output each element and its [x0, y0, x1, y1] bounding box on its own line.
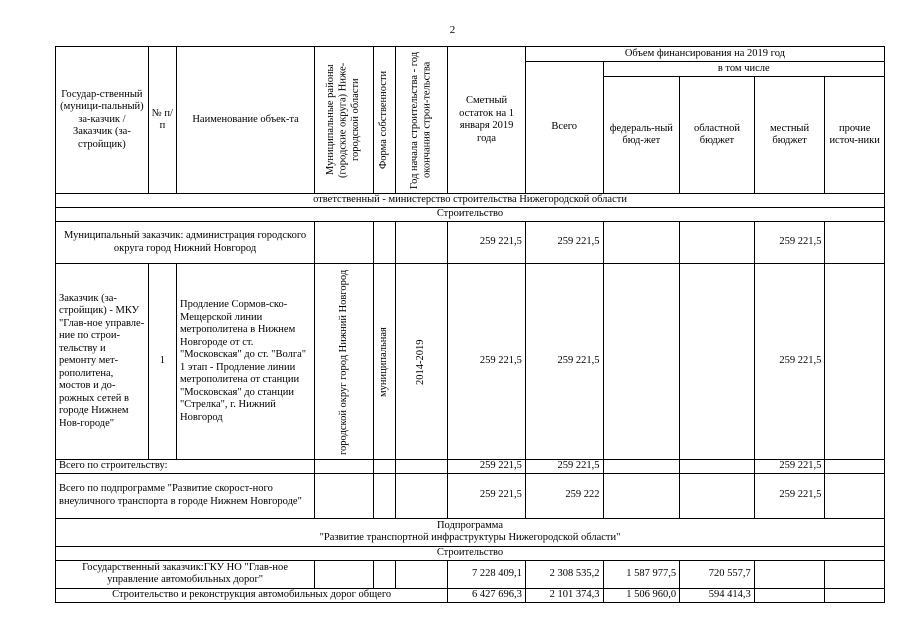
table-row [56, 460, 885, 474]
roads-name: Строительство и реконструкция автомобильных дорог общего [56, 588, 448, 602]
table-row [56, 588, 885, 602]
section-construction: Строительство [56, 208, 885, 222]
section-responsible: ответственный - министерство строительства Нижегородской области [56, 194, 885, 208]
metro-district: городской округ город Нижний Новгород [337, 268, 349, 455]
header-local: местный бюджет [754, 77, 825, 194]
header-ownership-cell [373, 47, 395, 194]
municipal-total: 259 221,5 [525, 222, 603, 264]
header-total: Всего [525, 62, 603, 194]
header-districts-cell [315, 47, 373, 194]
total-construction-total: 259 221,5 [525, 460, 603, 474]
state-customer-name: Государственный заказчик:ГКУ НО "Глав-ное управление автомобильных дорог" [56, 560, 315, 588]
header-years-cell [395, 47, 447, 194]
table-row [56, 473, 885, 518]
page-number: 2 [449, 24, 456, 36]
subprogram-title: Подпрограмма [436, 519, 504, 531]
header-federal: федераль-ный бюд-жет [603, 77, 680, 194]
metro-ownership: муниципальная [377, 326, 389, 397]
header-including: в том числе [603, 62, 884, 77]
metro-years: 2014-2019 [415, 338, 427, 385]
state-balance: 7 228 409,1 [448, 560, 526, 588]
header-regional: областной бюджет [680, 77, 755, 194]
roads-balance: 6 427 696,3 [448, 588, 526, 602]
metro-district-cell [315, 264, 373, 460]
subprogram-name: "Развитие транспортной инфраструктуры Нижегородской области" [319, 532, 621, 543]
metro-customer: Заказчик (за-стройщик) - МКУ "Глав-ное управле-ние по строи-тельству и ремонту мет-рополитена, мостов и до-рожных сетей в городе Нижнем Нов-городе" [56, 264, 149, 460]
metro-years-cell [395, 264, 447, 460]
metro-balance: 259 221,5 [448, 264, 526, 460]
roads-regional: 594 414,3 [680, 588, 755, 602]
municipal-customer-name: Муниципальный заказчик: администрация городского округа город Нижний Новгород [56, 222, 315, 264]
state-regional: 720 557,7 [680, 560, 755, 588]
header-object-name: Наименование объек-та [177, 47, 315, 194]
header-ownership: Форма собственности [377, 70, 389, 170]
municipal-local: 259 221,5 [754, 222, 825, 264]
state-federal: 1 587 977,5 [603, 560, 680, 588]
header-districts: Муниципальные районы (городские округа) Ниже-городской области [325, 62, 362, 178]
metro-object-name: Продление Сормов-ско-Мещерской линии метрополитена в Нижнем Новгороде от ст. "Московская" до ст. "Волга" 1 этап - Продление линии метрополитена от станции "Московская" до станции "Стрелка", г. Нижний Новгород [177, 264, 315, 460]
state-total: 2 308 535,2 [525, 560, 603, 588]
metro-number: 1 [148, 264, 176, 460]
financing-table [55, 46, 885, 603]
header-financing-group: Объем финансирования на 2019 год [525, 47, 884, 62]
metro-ownership-cell [373, 264, 395, 460]
total-construction-label: Всего по строительству: [56, 460, 315, 474]
table-row [56, 222, 885, 264]
roads-total: 2 101 374,3 [525, 588, 603, 602]
total-subprogram-local: 259 221,5 [754, 473, 825, 518]
table-row [56, 560, 885, 588]
table-row [56, 264, 885, 460]
total-construction-balance: 259 221,5 [448, 460, 526, 474]
total-subprogram-total: 259 222 [525, 473, 603, 518]
header-years: Год начала строительства - год окончания строи-тельства [409, 51, 433, 189]
header-other: прочие источ-ники [825, 77, 885, 194]
metro-local: 259 221,5 [754, 264, 825, 460]
municipal-balance: 259 221,5 [448, 222, 526, 264]
total-construction-local: 259 221,5 [754, 460, 825, 474]
header-number: № п/п [148, 47, 176, 194]
header-balance: Сметный остаток на 1 января 2019 года [448, 47, 526, 194]
total-subprogram-balance: 259 221,5 [448, 473, 526, 518]
section-subprogram [56, 518, 885, 546]
total-subprogram-label: Всего по подпрограмме "Развитие скорост-ного внеуличного транспорта в городе Нижнем Новгороде" [56, 473, 315, 518]
roads-federal: 1 506 960,0 [603, 588, 680, 602]
metro-total: 259 221,5 [525, 264, 603, 460]
section-construction-2: Строительство [56, 546, 885, 560]
header-customer: Государ-ственный (муници-пальный) за-казчик / Заказчик (за-стройщик) [56, 47, 149, 194]
